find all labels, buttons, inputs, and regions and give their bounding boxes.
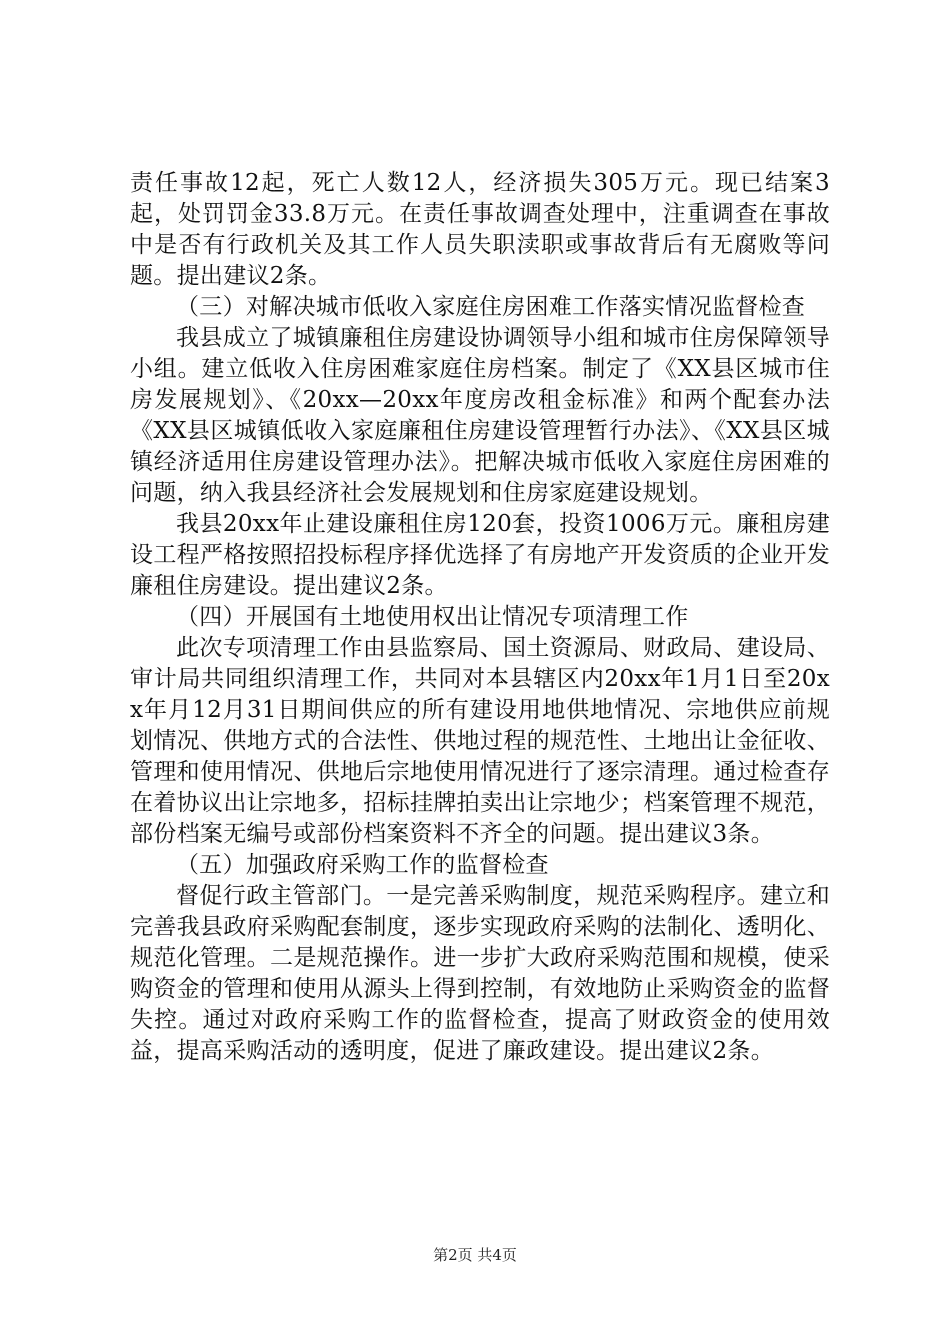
section-heading-3: （三）对解决城市低收入家庭住房困难工作落实情况监督检查 <box>176 294 806 320</box>
paragraph-land-clearing: 此次专项清理工作由县监察局、国土资源局、财政局、建设局、审计局共同组织清理工作，共同对本县辖区内20xx年1月1日至20xx年月12月31日期间供应的所有建设用地供地情况、宗地供应前规划情况、供地方式的合法性、供地过程的规范性、土地出让金征收、管理和使用情况、供地后宗地使用情况进行了逐宗清理。通过检查存在着协议出让宗地多，招标挂牌拍卖出让宗地少；档案管理不规范，部份档案无编号或部份档案资料不齐全的问题。提出建议3条。 <box>130 635 830 847</box>
section-heading-5: （五）加强政府采购工作的监督检查 <box>176 852 549 878</box>
document-body <box>130 168 830 1067</box>
paragraph-procurement: 督促行政主管部门。一是完善采购制度，规范采购程序。建立和完善我县政府采购配套制度，逐步实现政府采购的法制化、透明化、规范化管理。二是规范操作。进一步扩大政府采购范围和规模，使采购资金的管理和使用从源头上得到控制，有效地防止采购资金的监督失控。通过对政府采购工作的监督检查，提高了财政资金的使用效益，提高采购活动的透明度，促进了廉政建设。提出建议2条。 <box>130 883 830 1064</box>
paragraph-housing-construction: 我县20xx年止建设廉租住房120套，投资1006万元。廉租房建设工程严格按照招投标程序择优选择了有房地产开发资质的企业开发廉租住房建设。提出建议2条。 <box>130 511 830 599</box>
section-heading-4: （四）开展国有土地使用权出让情况专项清理工作 <box>176 604 689 630</box>
page-footer: 第2页 共4页 <box>433 1246 517 1264</box>
paragraph-housing-policy: 我县成立了城镇廉租住房建设协调领导小组和城市住房保障领导小组。建立低收入住房困难家庭住房档案。制定了《XX县区城市住房发展规划》、《20xx—20xx年度房改租金标准》和两个配套办法《XX县区城镇低收入家庭廉租住房建设管理暂行办法》、《XX县区城镇经济适用住房建设管理办法》。把解决城市低收入家庭住房困难的问题，纳入我县经济社会发展规划和住房家庭建设规划。 <box>130 325 830 506</box>
paragraph-accident-summary: 责任事故12起，死亡人数12人，经济损失305万元。现已结案3起，处罚罚金33.8万元。在责任事故调查处理中，注重调查在事故中是否有行政机关及其工作人员失职渎职或事故背后有无腐败等问题。提出建议2条。 <box>130 170 830 289</box>
